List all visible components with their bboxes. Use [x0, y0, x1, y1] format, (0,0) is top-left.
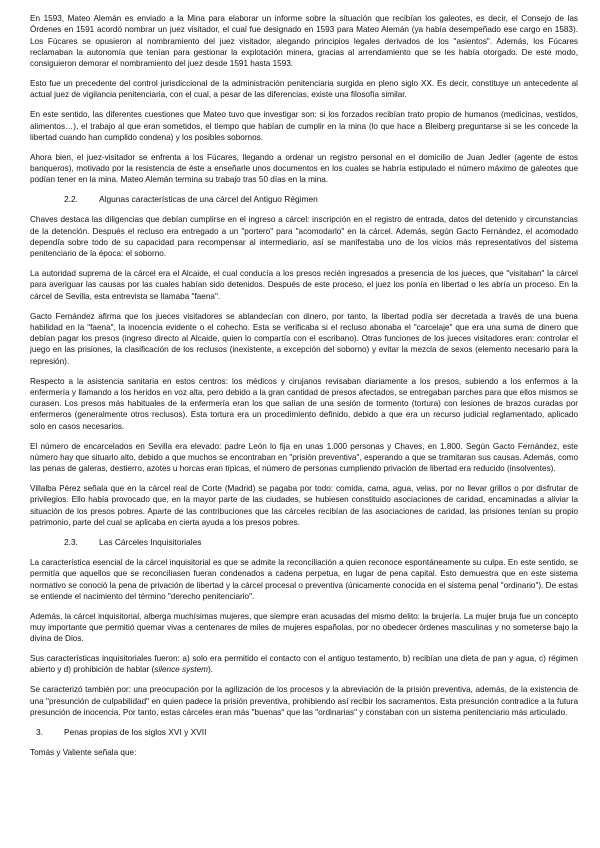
paragraph-encarcelados-sevilla: El número de encarcelados en Sevilla era elevado: padre León lo fija en unas 1.000 personas y Chaves, en 1.800. Según Gacto Fernández, este número hay que situarlo alto, debido a que muchos se encontraban en "prisión preventiva", esperando a que se tramitaran sus causas. Además, como las penas de galeras, destierro, azotes u horcas eran típicas, el número de personas cumpliendo privación de libertad era reducido (insolventes). — [30, 441, 578, 474]
paragraph-brujeria: Además, la cárcel inquisitorial, alberga muchísimas mujeres, que siempre eran acusadas del mismo delito: la brujería. La mujer bruja fue un concepto muy importante que permitió quemar vivas a centenares de miles de mujeres españolas, por no obedecer órdenes masculinas y no someterse bajo la divina de Dios. — [30, 611, 578, 644]
section-number: 3. — [36, 726, 43, 737]
paragraph-se-caracterizo: Se caracterizó también por: una preocupación por la agilización de los procesos y la abreviación de la prisión preventiva, además, de la existencia de una "presunción de culpabilidad" en quien padece la prisión preventiva, prohibiendo así recibir los sacramentos. Esta presunción contradice a la futura presunción de inocencia. Por tanto, estas cárceles eran más "buenas" que las "ordinarias" y constaban con un sistema penitenciario más articulado. — [30, 685, 578, 717]
paragraph-text: Sus características inquisitoriales fueron: a) solo era permitido el contacto con el antiguo testamento, b) recibían una dieta de pan y agua, c) régimen abierto y d) prohibición de hablar ( — [30, 654, 578, 675]
paragraph-chaves: Chaves destaca las diligencias que debían cumplirse en el ingreso a cárcel: inscripción en el registro de entrada, datos del detenido y circunstancias de la detención. Después el recluso era entregado a un "portero" para "acomodarlo" en la cárcel. Además, según Gacto Fernández, el acomodado dependía sobre todo de su capacidad para recompensar al intermediario, así se manifestaba uno de los vicios más representativos del sistema penitenciario de la época: el soborno. — [30, 215, 578, 259]
paragraph-caracteristica-esencial: La característica esencial de la cárcel inquisitorial es que se admite la reconciliación a quien reconoce espontáneamente su culpa. En este sentido, se permitía que aquellos que se reconciliasen fueran condenados a cadena perpetua, en lugar de pena capital. Esto demuestra que en este sistema normativo se conoció la pena de privación de libertad y la cárcel procesal o preventiva (únicamente conocida en el sistema penal "ordinario"). De estas se entiende el nacimiento del término "derecho penitenciario". — [30, 557, 578, 601]
paragraph-villalba-perez: Villalba Pérez señala que en la cárcel real de Corte (Madrid) se pagaba por todo: comida, cama, agua, velas, por no llevar grillos o por disfrutar de privilegios. Ello había provocado que, en la mayor parte de las ciudades, se hubiesen constituido asociaciones de caridad, encaminadas a aliviar la situación de los presos pobres. Aparte de las contribuciones que las cárceles recibían de las asociaciones de caridad, las prisiones tenían su propio patrimonio, parte del cual se aplicaba en cierta ayuda a los presos pobres. — [30, 484, 578, 528]
paragraph-precedente: Esto fue un precedente del control jurisdiccional de la administración penitenciaria surgida en pleno siglo XX. Es decir, constituye un antecedente al actual juez de vigilancia penitenciaria, con el cual, a pesar de las diferencias, existe una filosofía similar. — [30, 79, 578, 100]
paragraph-mateo-aleman: En 1593, Mateo Alemán es enviado a la Mina para elaborar un informe sobre la situación que recibían los galeotes, es decir, el Consejo de las Órdenes en 1591 acordó nombrar un juez visitador, el cual fue designado en 1593 para Mateo Alemán (ya había desempeñado ese cargo en 1583). Los Fúcares se opusieron al nombramiento del juez visitador, alegando principios legales derivados de los "asientos". Además, los Fúcares reclamaban la autonomía que tenían para gestionar la explotación minera, gracias al arrendamiento que se les había otorgado. De este modo, consiguieron demorar el nombramiento del juez desde 1591 hasta 1593. — [30, 14, 578, 69]
paragraph-cuestiones: En este sentido, las diferentes cuestiones que Mateo tuvo que investigar son: si los forzados recibían trato propio de humanos (medicinas, vestidos, alimentos…), el trabajo al que eran sometidos, el tiempo que habían de cumplir en la mina (lo que hace a Bleiberg preguntarse si se les concede la libertad cuando han cumplido condena) y los posibles sobornos. — [30, 110, 578, 142]
section-number: 2.3. — [64, 536, 78, 547]
section-heading-3 — [30, 727, 578, 738]
silence-system-term: silence system — [154, 665, 208, 675]
paragraph-text-end: ). — [207, 665, 213, 675]
paragraph-gacto-fernandez: Gacto Fernández afirma que los jueces visitadores se ablandecían con dinero, por tanto, la libertad podía ser decretada a través de una buena habilidad en la "faena", la inocencia evidente o el cohecho. Esta se verificaba si el recluso abonaba el "carcelaje" que era una suma de dinero que debían pagar los presos (ingreso directo al Alcaide, quien lo compartía con el escribano). Otras funciones de los jueces visitadores eran: controlar el juego en las prisiones, la clasificación de los reclusos (inexistente, a excepción del soborno) y evitar la mezcla de sexos (elemento necesario para la represión). — [30, 311, 578, 366]
section-title: Las Cárceles Inquisitoriales — [99, 536, 202, 547]
section-title: Penas propias de los siglos XVI y XVII — [64, 726, 207, 737]
paragraph-caracteristicas-inquisitoriales — [30, 653, 578, 676]
section-heading-2-3 — [30, 537, 578, 548]
section-heading-2-2 — [30, 194, 578, 205]
paragraph-juez-visitador: Ahora bien, el juez-visitador se enfrenta a los Fúcares, llegando a ordenar un registro personal en el domicilio de Juan Jedler (agente de estos banqueros), motivado por la resistencia de éste a enseñarle unos documentos en los cuales se habría estipulado el número máximo de galeotes que podían tener en la mina. Mateo Alemán termina su trabajo tras 50 días en la mina. — [30, 152, 578, 185]
section-number: 2.2. — [64, 194, 78, 205]
paragraph-alcaide: La autoridad suprema de la cárcel era el Alcaide, el cual conducía a los presos recién ingresados a presencia de los jueces, que "visitaban" la cárcel para averiguar las causas por las cuales habían sido detenidos. Después de este proceso, el juez los ponía en libertad o les abría un proceso. En la cárcel de Sevilla, esta entrevista se llamaba "faena". — [30, 269, 578, 301]
paragraph-asistencia-sanitaria: Respecto a la asistencia sanitaria en estos centros: los médicos y cirujanos revisaban diariamente a los presos, subiendo a los enfermos a la enfermería y llamando a los heridos en voz alta, pero debido a la gran cantidad de presos afectados, se entregaban parches para que ellos mismos se curasen. Los presos más habituales de la enfermería eran los que salían de una sesión de tormento (tortura) con lesiones de brazos curadas por enfermeros (generalmente otros reclusos). Esta tortura era un procedimiento definido, debido a que era un recurso judicial reglamentado, aplicado solo en casos necesarios. — [30, 376, 578, 431]
paragraph-tomas-y-valiente: Tomás y Valiente señala que: — [30, 747, 137, 757]
section-title: Algunas características de una cárcel del Antiguo Régimen — [99, 194, 318, 205]
